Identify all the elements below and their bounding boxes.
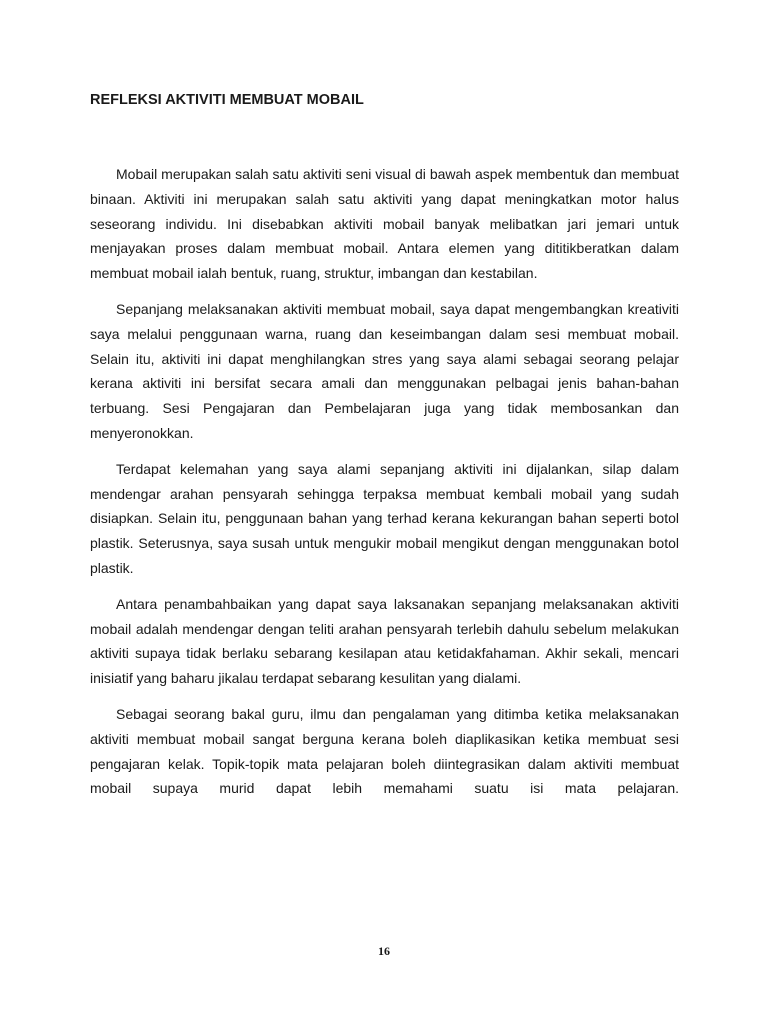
paragraph-3: Terdapat kelemahan yang saya alami sepanjang aktiviti ini dijalankan, silap dalam mendengar arahan pensyarah sehingga terpaksa membuat kembali mobail yang sudah disiapkan. Selain itu, penggunaan bahan yang terhad kerana kekurangan bahan seperti botol plastik. Seterusnya, saya susah untuk mengukir mobail mengikut dengan menggunakan botol plastik. xyxy=(90,460,679,576)
paragraph-4: Antara penambahbaikan yang dapat saya laksanakan sepanjang melaksanakan aktiviti mobail adalah mendengar dengan teliti arahan pensyarah terlebih dahulu sebelum melakukan aktiviti supaya tidak berlaku sebarang kesilapan atau ketidakfahaman. Akhir sekali, mencari inisiatif yang baharu jikalau terdapat sebarang kesulitan yang dialami. xyxy=(90,595,679,687)
paragraph-5: Sebagai seorang bakal guru, ilmu dan pengalaman yang ditimba ketika melaksanakan aktiviti membuat mobail sangat berguna kerana boleh diaplikasikan ketika membuat sesi pengajaran kelak. Topik-topik mata pelajaran boleh diintegrasikan dalam aktiviti membuat mobail supaya murid dapat lebih memahami suatu isi mata pelajaran. xyxy=(90,705,679,797)
document-heading: REFLEKSI AKTIVITI MEMBUAT MOBAIL xyxy=(90,92,364,108)
paragraph-1: Mobail merupakan salah satu aktiviti seni visual di bawah aspek membentuk dan membuat binaan. Aktiviti ini merupakan salah satu aktiviti yang dapat meningkatkan motor halus seseorang individu. Ini disebabkan aktiviti mobail banyak melibatkan jari jemari untuk menjayakan proses dalam membuat mobail. Antara elemen yang dititikberatkan dalam membuat mobail ialah bentuk, ruang, struktur, imbangan dan kestabilan. xyxy=(90,166,679,282)
paragraph-2: Sepanjang melaksanakan aktiviti membuat mobail, saya dapat mengembangkan kreativiti saya melalui penggunaan warna, ruang dan keseimbangan dalam sesi membuat mobail. Selain itu, aktiviti ini dapat menghilangkan stres yang saya alami sebagai seorang pelajar kerana aktiviti ini bersifat secara amali dan menggunakan pelbagai jenis bahan-bahan terbuang. Sesi Pengajaran dan Pembelajaran juga yang tidak membosankan dan menyeronokkan. xyxy=(90,300,679,441)
page-number: 16 xyxy=(378,944,390,958)
document-body xyxy=(90,162,679,812)
